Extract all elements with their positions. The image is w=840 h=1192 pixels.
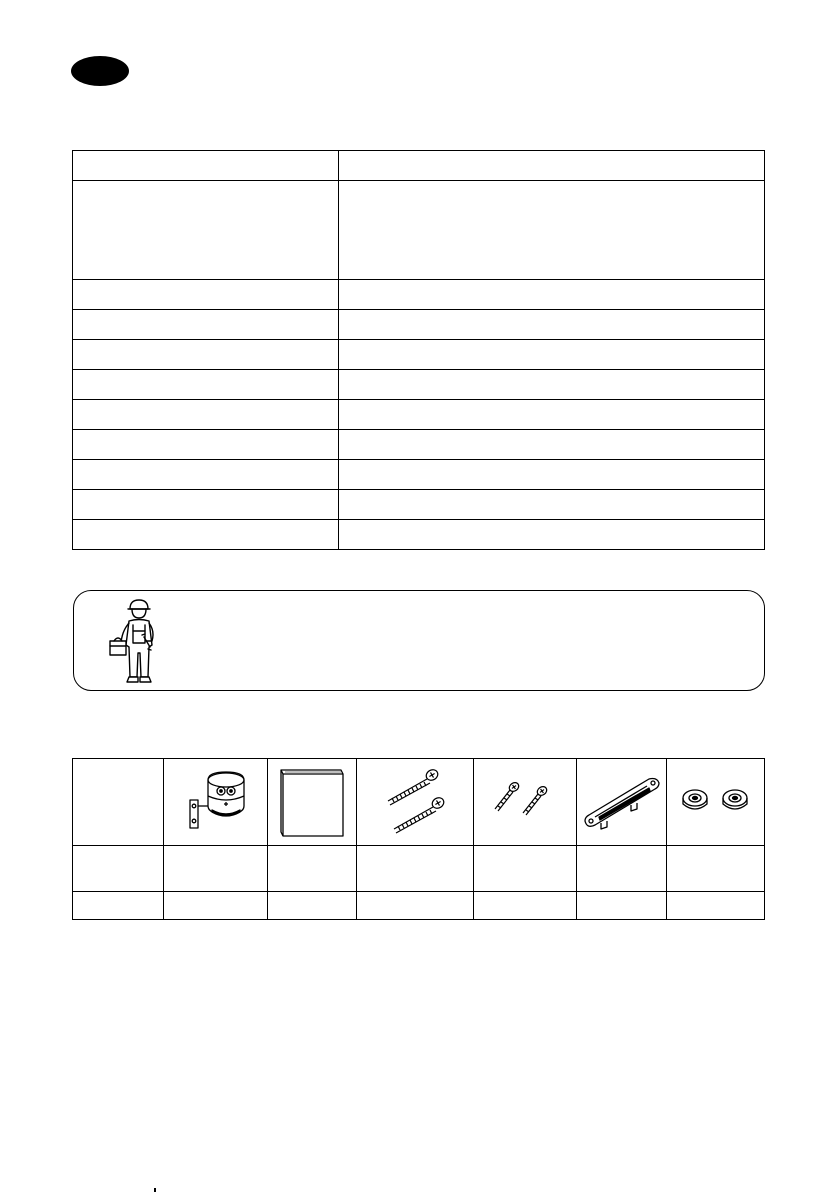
installer-notice-box [73, 590, 765, 691]
part-qty [577, 892, 667, 920]
parts-qty-row [73, 892, 765, 920]
spec-label [73, 280, 339, 310]
spec-row [73, 520, 765, 550]
part-qty [164, 892, 268, 920]
spec-value [339, 400, 765, 430]
part-qty [357, 892, 474, 920]
spec-label [73, 181, 339, 280]
part-cell [667, 759, 765, 846]
spec-row [73, 151, 765, 181]
part-name [667, 846, 765, 892]
part-qty [474, 892, 577, 920]
spec-label [73, 430, 339, 460]
spec-value [339, 430, 765, 460]
part-cell [164, 759, 268, 846]
spec-value [339, 280, 765, 310]
spec-row [73, 460, 765, 490]
spec-label [73, 400, 339, 430]
spec-value [339, 370, 765, 400]
spec-row [73, 181, 765, 280]
part-cell [577, 759, 667, 846]
part-name [164, 846, 268, 892]
spec-value [339, 460, 765, 490]
spec-label [73, 340, 339, 370]
part-cell [268, 759, 357, 846]
part-name [577, 846, 667, 892]
spec-value [339, 151, 765, 181]
short-screws-icon [490, 777, 560, 827]
mounting-rail-icon [581, 771, 663, 833]
spec-value [339, 490, 765, 520]
package-contents-table [72, 758, 765, 920]
specifications-table [72, 150, 765, 550]
rubber-grommets-icon [675, 782, 757, 822]
row-header-name [73, 846, 164, 892]
part-cell [357, 759, 474, 846]
spec-label [73, 370, 339, 400]
spec-row [73, 400, 765, 430]
part-qty [268, 892, 357, 920]
spec-label [73, 520, 339, 550]
spec-row [73, 280, 765, 310]
language-badge [70, 55, 130, 87]
spec-label [73, 460, 339, 490]
part-name [474, 846, 577, 892]
parts-image-row [73, 759, 765, 846]
spec-row [73, 340, 765, 370]
spec-value [339, 340, 765, 370]
row-header-image [73, 759, 164, 846]
spec-value [339, 181, 765, 280]
spec-row [73, 490, 765, 520]
installer-worker-icon [108, 597, 168, 687]
parts-name-row [73, 846, 765, 892]
spec-label [73, 151, 339, 181]
long-screws-icon [380, 765, 450, 839]
row-header-qty [73, 892, 164, 920]
part-name [357, 846, 474, 892]
spec-value [339, 310, 765, 340]
detector-unit-icon [180, 766, 252, 838]
spec-label [73, 310, 339, 340]
page-crop-mark [154, 1188, 156, 1192]
part-name [268, 846, 357, 892]
spec-value [339, 520, 765, 550]
spec-row [73, 310, 765, 340]
part-cell [474, 759, 577, 846]
spec-label [73, 490, 339, 520]
spec-row [73, 430, 765, 460]
part-qty [667, 892, 765, 920]
spec-row [73, 370, 765, 400]
manual-booklet-icon [277, 766, 347, 838]
